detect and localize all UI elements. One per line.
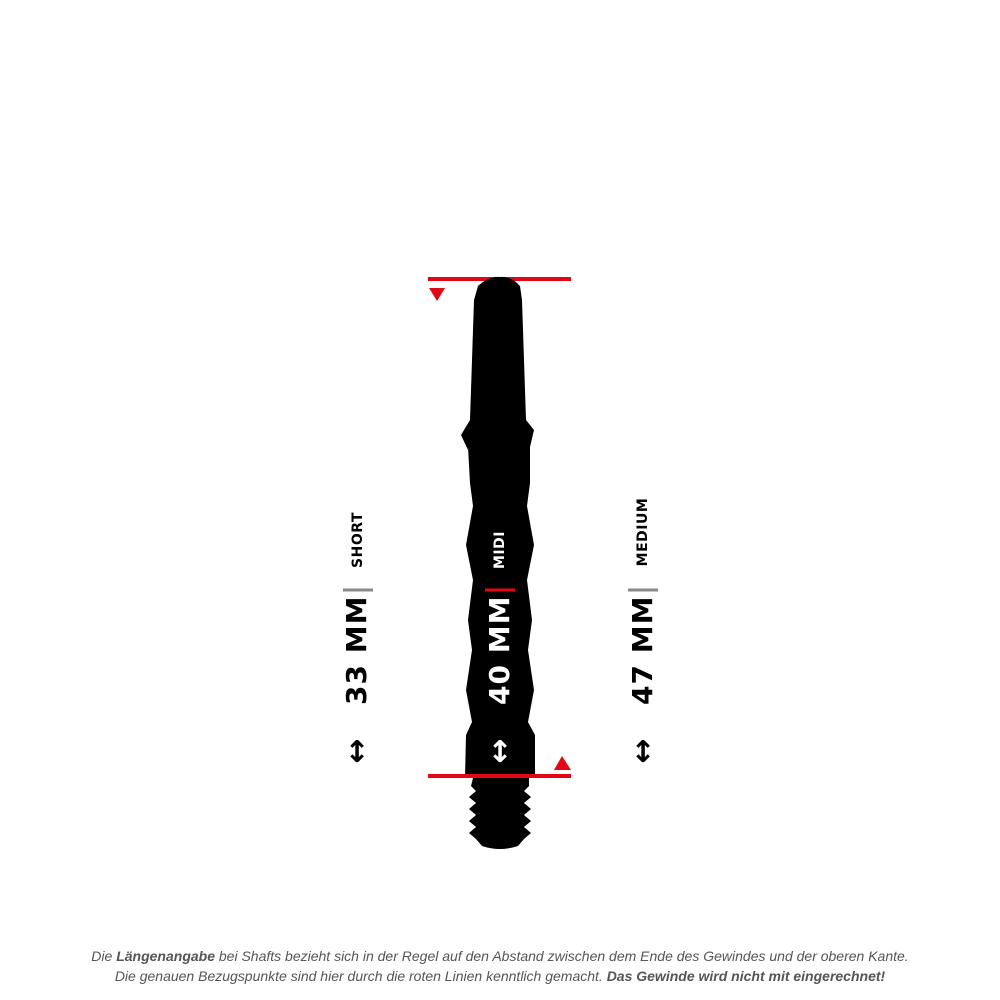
short-label: SHORT [350, 512, 366, 568]
top-reference-marker [429, 288, 445, 301]
medium-length-arrow-icon: ↕ [630, 735, 656, 770]
medium-label: MEDIUM [635, 497, 651, 567]
caption-line-1 [0, 946, 1000, 966]
midi-label: MIDI [492, 531, 508, 569]
caption-line-1-bold: Längenangabe [116, 948, 215, 964]
bottom-reference-marker [554, 756, 571, 770]
caption-line-2-pre: Die genauen Bezugspunkte sind hier durch die roten Linien kenntlich gemacht. [114, 968, 607, 984]
caption-line-1-pre: Die [91, 948, 117, 964]
shaft-thread [469, 778, 531, 849]
caption-line-2 [0, 966, 1000, 986]
short-size-label: 33 MM [340, 595, 373, 705]
medium-size-label: 47 MM [626, 595, 659, 705]
midi-size-label: 40 MM [483, 595, 516, 705]
caption-line-2-bold: Das Gewinde wird nicht mit eingerechnet! [606, 968, 886, 984]
caption-line-1-post: bei Shafts bezieht sich in der Regel auf den Abstand zwischen dem Ende des Gewindes und der oberen Kante. [215, 948, 909, 964]
short-length-arrow-icon: ↕ [344, 735, 370, 770]
midi-length-arrow-icon: ↕ [487, 735, 513, 770]
caption [0, 946, 1000, 986]
